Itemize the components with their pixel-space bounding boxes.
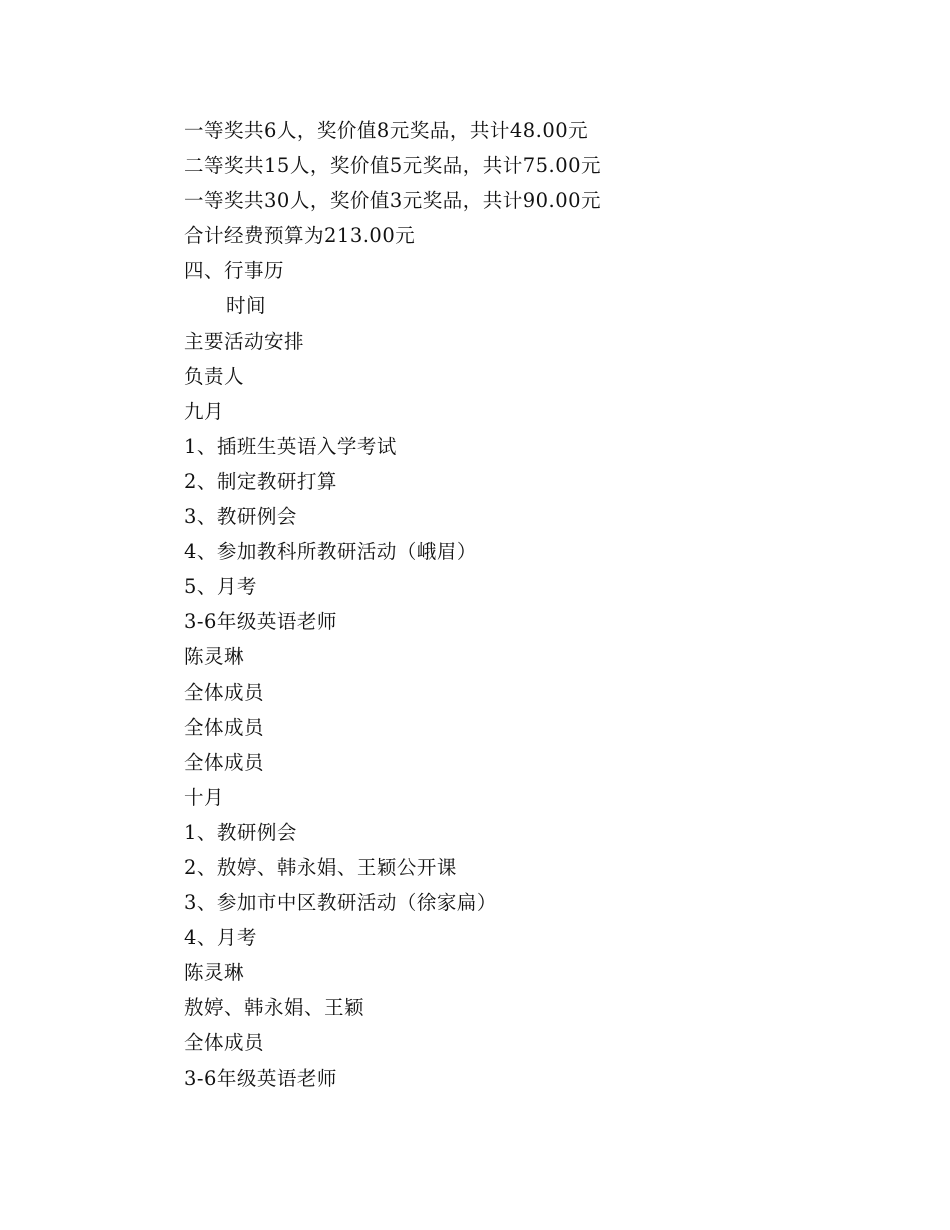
month-september: 九月 [184,399,225,423]
prize-third-line: 一等奖共30人，奖价值3元奖品，共计90.00元 [184,189,602,213]
owner-item: 陈灵琳 [184,645,245,669]
activity-item: 2、制定教研打算 [184,469,337,493]
prize-second-line: 二等奖共15人，奖价值5元奖品，共计75.00元 [184,154,602,178]
prize-first-line: 一等奖共6人，奖价值8元奖品，共计48.00元 [184,119,589,142]
owner-item: 全体成员 [184,715,265,739]
column-header-activities: 主要活动安排 [184,329,305,353]
activity-item: 3、参加市中区教研活动（徐家扁） [184,891,497,915]
column-header-owner: 负责人 [184,364,245,388]
owner-item: 3-6年级英语老师 [184,610,337,634]
column-header-time: 时间 [226,294,267,318]
month-october: 十月 [184,785,225,809]
activity-item: 5、月考 [184,575,257,599]
budget-total-line: 合计经费预算为213.00元 [184,224,416,248]
activity-item: 1、教研例会 [184,820,297,844]
owner-item: 全体成员 [184,750,265,774]
activity-item: 1、插班生英语入学考试 [184,434,397,458]
activity-item: 4、参加教科所教研活动（峨眉） [184,540,477,564]
activity-item: 3、教研例会 [184,505,297,529]
owner-item: 陈灵琳 [184,961,245,985]
document-body [184,113,884,1096]
section-heading-calendar: 四、行事历 [184,259,285,283]
owner-item: 全体成员 [184,1031,265,1055]
owner-item: 敖婷、韩永娟、王颖 [184,996,365,1020]
activity-item: 4、月考 [184,926,257,950]
owner-item: 全体成员 [184,680,265,704]
activity-item: 2、敖婷、韩永娟、王颖公开课 [184,855,457,879]
owner-item: 3-6年级英语老师 [184,1066,337,1090]
